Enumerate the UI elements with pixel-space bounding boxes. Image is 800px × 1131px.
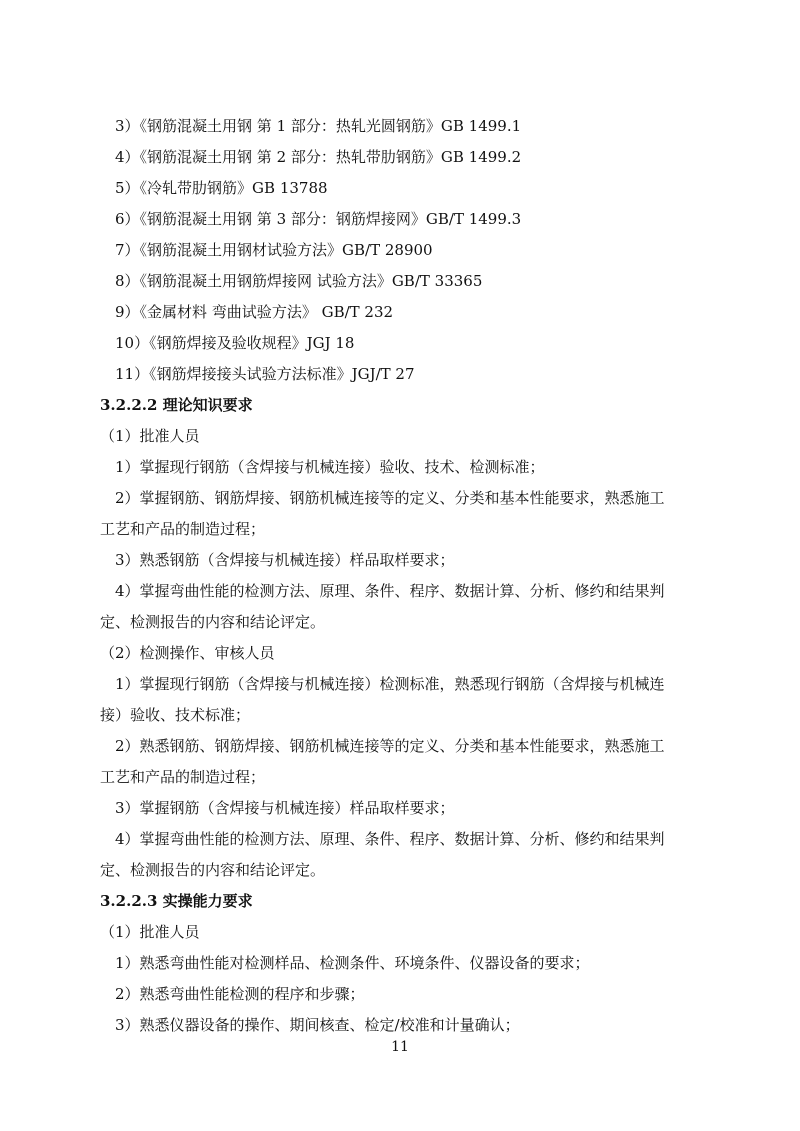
text-line: 3）掌握钢筋（含焊接与机械连接）样品取样要求； xyxy=(115,799,455,817)
text-line: 3）熟悉仪器设备的操作、期间核查、检定/校准和计量确认； xyxy=(115,1016,520,1034)
text-line: 2）熟悉钢筋、钢筋焊接、钢筋机械连接等的定义、分类和基本性能要求，熟悉施工 xyxy=(115,737,665,755)
text-line: 8）《钢筋混凝土用钢筋焊接网 试验方法》GB/T 33365 xyxy=(115,272,483,290)
text-line: 4）掌握弯曲性能的检测方法、原理、条件、程序、数据计算、分析、修约和结果判 xyxy=(115,830,665,848)
section-heading: 3.2.2.2 理论知识要求 xyxy=(100,396,253,414)
text-line: 工艺和产品的制造过程； xyxy=(100,768,266,786)
sub-heading: （2）检测操作、审核人员 xyxy=(100,644,275,662)
sub-heading: （1）批准人员 xyxy=(100,923,200,941)
text-line: 11）《钢筋焊接接头试验方法标准》JGJ/T 27 xyxy=(115,365,415,383)
text-line: 4）《钢筋混凝土用钢 第 2 部分：热轧带肋钢筋》GB 1499.2 xyxy=(115,148,522,166)
page-number: 11 xyxy=(391,1039,409,1055)
text-line: 1）掌握现行钢筋（含焊接与机械连接）验收、技术、检测标准； xyxy=(115,458,545,476)
text-line: 定、检测报告的内容和结论评定。 xyxy=(100,861,326,879)
text-line: 4）掌握弯曲性能的检测方法、原理、条件、程序、数据计算、分析、修约和结果判 xyxy=(115,582,665,600)
text-line: 10）《钢筋焊接及验收规程》JGJ 18 xyxy=(115,334,355,352)
text-line: 3）熟悉钢筋（含焊接与机械连接）样品取样要求； xyxy=(115,551,455,569)
text-line: 9）《金属材料 弯曲试验方法》 GB/T 232 xyxy=(115,303,394,321)
section-heading: 3.2.2.3 实操能力要求 xyxy=(100,892,253,910)
text-line: 1）掌握现行钢筋（含焊接与机械连接）检测标准，熟悉现行钢筋（含焊接与机械连 xyxy=(115,675,665,693)
text-line: 工艺和产品的制造过程； xyxy=(100,520,266,538)
text-line: 接）验收、技术标准； xyxy=(100,706,251,724)
text-line: 2）熟悉弯曲性能检测的程序和步骤； xyxy=(115,985,365,1003)
text-line: 定、检测报告的内容和结论评定。 xyxy=(100,613,326,631)
text-line: 6）《钢筋混凝土用钢 第 3 部分：钢筋焊接网》GB/T 1499.3 xyxy=(115,210,522,228)
text-line: 2）掌握钢筋、钢筋焊接、钢筋机械连接等的定义、分类和基本性能要求，熟悉施工 xyxy=(115,489,665,507)
text-line: 7）《钢筋混凝土用钢材试验方法》GB/T 28900 xyxy=(115,241,433,259)
text-line: 5）《冷轧带肋钢筋》GB 13788 xyxy=(115,179,328,197)
text-line: 3）《钢筋混凝土用钢 第 1 部分：热轧光圆钢筋》GB 1499.1 xyxy=(115,117,522,135)
text-line: 1）熟悉弯曲性能对检测样品、检测条件、环境条件、仪器设备的要求； xyxy=(115,954,590,972)
sub-heading: （1）批准人员 xyxy=(100,427,200,445)
